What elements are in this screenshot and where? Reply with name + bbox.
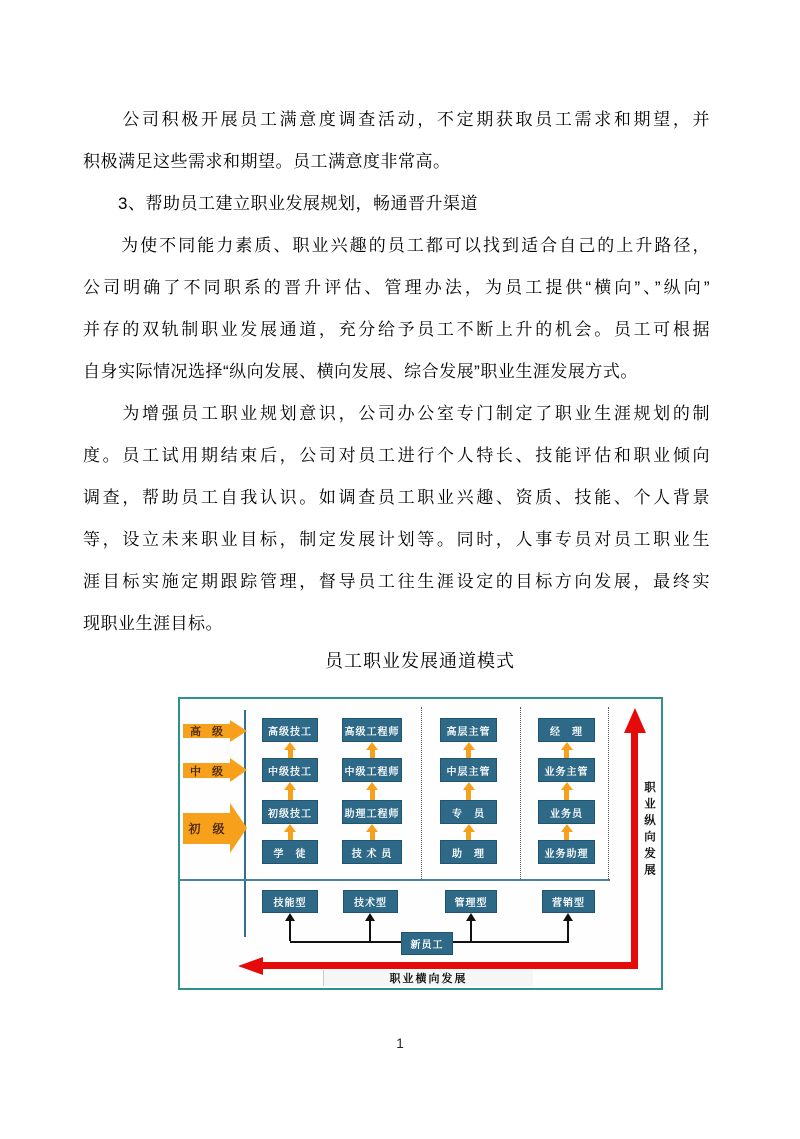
up-arrow-head	[463, 824, 475, 832]
horizontal-axis-arrow	[262, 962, 638, 969]
up-arrow-icon	[561, 742, 573, 758]
up-arrow-shaft	[466, 832, 471, 840]
paragraph	[83, 99, 710, 183]
text-line: 自身实际情况选择“纵向发展、横向发展、综合发展”职业生涯发展方式。	[83, 362, 638, 381]
career-box: 业务员	[538, 800, 595, 824]
up-arrow-head	[284, 782, 296, 790]
up-arrow-head	[366, 742, 378, 750]
up-arrow-icon	[463, 782, 475, 800]
paragraph	[83, 393, 710, 645]
up-arrow-icon	[561, 824, 573, 840]
up-arrow-icon	[561, 782, 573, 800]
vertical-axis-arrow-head-icon	[624, 708, 646, 733]
text-line: 积极满足这些需求和期望。员工满意度非常高。	[83, 152, 451, 171]
level-arrow-head-icon	[230, 758, 247, 782]
up-arrow-shaft	[564, 750, 569, 758]
up-arrow-icon	[366, 824, 378, 840]
up-arrow-head	[561, 824, 573, 832]
up-arrow-icon	[366, 782, 378, 800]
up-arrow-icon	[463, 824, 475, 840]
connector-stub	[470, 921, 472, 941]
career-box: 学 徒	[262, 840, 318, 864]
career-box: 高层主管	[440, 718, 497, 742]
text-line: 公司明确了不同职系的晋升评估、管理办法，为员工提供“横向”、”纵向”	[83, 278, 710, 297]
level-arrow-body: 中 级	[183, 763, 230, 778]
up-arrow-head	[463, 782, 475, 790]
up-arrow-icon	[284, 824, 296, 840]
career-box: 技 术 员	[342, 840, 402, 864]
horizontal-axis-strip	[323, 970, 533, 986]
connector-arrow-icon	[563, 913, 573, 921]
level-arrow-head-icon	[230, 803, 247, 853]
up-arrow-shaft	[288, 832, 293, 840]
up-arrow-shaft	[370, 790, 375, 800]
career-box: 中层主管	[440, 758, 497, 782]
diagram-title: 员工职业发展通道模式	[325, 651, 515, 671]
text-line: 并存的双轨制职业发展通道，充分给予员工不断上升的机会。员工可根据	[83, 320, 710, 339]
level-arrow	[183, 803, 247, 853]
section-heading	[83, 183, 710, 225]
career-box: 高级技工	[262, 718, 318, 742]
level-arrow-head-icon	[230, 720, 247, 742]
text-line: 公司积极开展员工满意度调查活动，不定期获取员工需求和期望，并	[83, 110, 710, 129]
connector-arrow-icon	[285, 913, 295, 921]
career-box: 助理工程师	[342, 800, 402, 824]
section-divider-line	[180, 879, 610, 881]
level-arrow-body: 初 级	[183, 813, 230, 844]
text-line: 为使不同能力素质、职业兴趣的员工都可以找到适合自己的上升路径，	[83, 236, 710, 255]
up-arrow-head	[463, 742, 475, 750]
up-arrow-shaft	[288, 750, 293, 758]
up-arrow-shaft	[564, 832, 569, 840]
career-diagram	[178, 697, 663, 990]
career-box: 中级技工	[262, 758, 318, 782]
track-type-box: 营销型	[542, 890, 595, 913]
up-arrow-head	[561, 782, 573, 790]
up-arrow-shaft	[370, 750, 375, 758]
career-box: 助 理	[440, 840, 497, 864]
text-line: 现职业生涯目标。	[83, 614, 223, 633]
up-arrow-icon	[284, 742, 296, 758]
track-type-box: 管理型	[445, 890, 497, 913]
up-arrow-icon	[463, 742, 475, 758]
up-arrow-head	[366, 782, 378, 790]
horizontal-axis-label: 职业横向发展	[389, 973, 468, 985]
up-arrow-shaft	[466, 790, 471, 800]
horizontal-axis-arrow-head-icon	[238, 957, 263, 975]
connector-stub	[567, 921, 569, 941]
text-block	[83, 99, 710, 645]
text-line: 等，设立未来职业目标，制定发展计划等。同时，人事专员对员工职业生	[83, 530, 710, 549]
vertical-axis-label: 职业纵向发展	[643, 781, 655, 880]
paragraph	[83, 225, 710, 393]
new-employee-box: 新员工	[401, 932, 453, 955]
up-arrow-shaft	[466, 750, 471, 758]
career-box: 业务主管	[538, 758, 595, 782]
track-type-box: 技能型	[262, 890, 318, 913]
vertical-axis-arrow	[631, 732, 638, 969]
level-arrow	[183, 758, 247, 782]
up-arrow-shaft	[288, 790, 293, 800]
career-box: 初级技工	[262, 800, 318, 824]
connector-stub	[289, 921, 291, 941]
column-divider-dotted-line	[608, 707, 609, 879]
up-arrow-icon	[366, 742, 378, 758]
column-divider-dotted-line	[421, 707, 422, 879]
career-box: 中级工程师	[342, 758, 402, 782]
career-box: 业务助理	[538, 840, 595, 864]
up-arrow-head	[284, 824, 296, 832]
page-number: 1	[396, 1036, 404, 1051]
career-box: 专 员	[440, 800, 497, 824]
up-arrow-head	[284, 742, 296, 750]
text-line: 度。员工试用期结束后，公司对员工进行个人特长、技能评估和职业倾向	[83, 446, 710, 465]
track-type-box: 技术型	[343, 890, 398, 913]
text-line: 为增强员工职业规划意识，公司办公室专门制定了职业生涯规划的制	[83, 404, 710, 423]
level-arrow-body: 高 级	[183, 724, 230, 738]
up-arrow-head	[366, 824, 378, 832]
career-box: 经 理	[538, 718, 595, 742]
career-box: 高级工程师	[342, 718, 402, 742]
text-line: 涯目标实施定期跟踪管理，督导员工往生涯设定的目标方向发展，最终实	[83, 572, 710, 591]
level-arrow	[183, 720, 247, 742]
up-arrow-icon	[284, 782, 296, 800]
text-line: 3、帮助员工建立职业发展规划，畅通晋升渠道	[83, 194, 478, 213]
connector-arrow-icon	[365, 913, 375, 921]
connector-stub	[369, 921, 371, 941]
up-arrow-shaft	[370, 832, 375, 840]
up-arrow-head	[561, 742, 573, 750]
connector-arrow-icon	[466, 913, 476, 921]
text-line: 调查，帮助员工自我认识。如调查员工职业兴趣、资质、技能、个人背景	[83, 488, 710, 507]
up-arrow-shaft	[564, 790, 569, 800]
column-divider-dotted-line	[520, 707, 521, 879]
